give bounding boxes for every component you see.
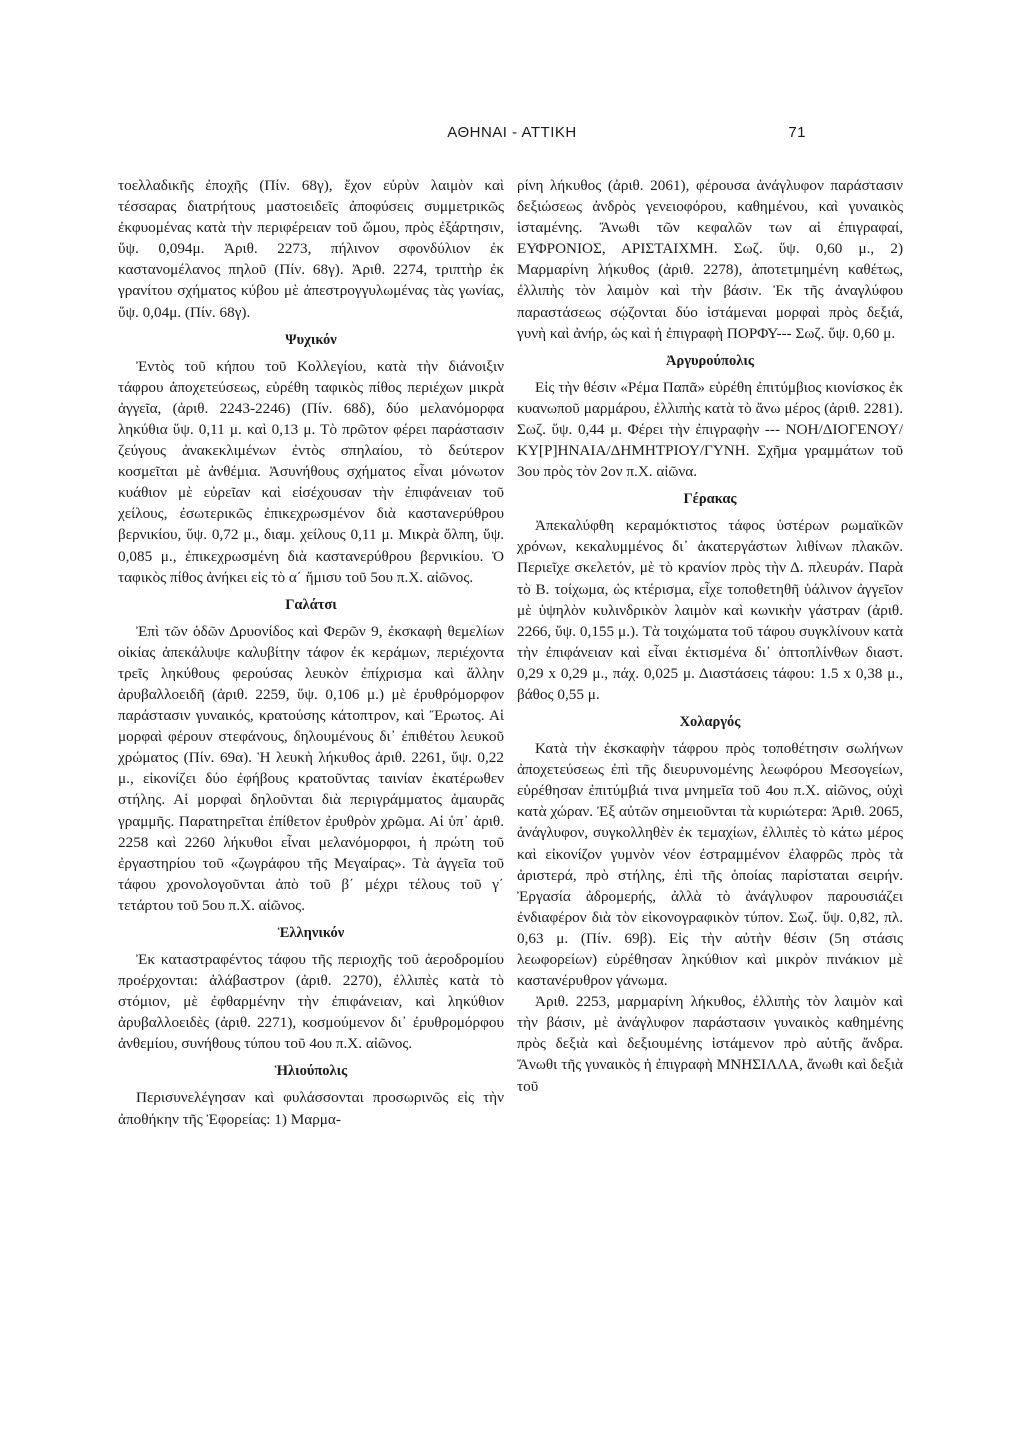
section-heading-elliniko: Ἑλληνικόν [277, 925, 345, 941]
paragraph-cholargos-1: Κατὰ τὴν ἐκσκαφὴν τάφρου πρὸς τοποθέτησιν σωλήνων ἀποχετεύσεως ἐπὶ τῆς διευρυνομένης λεωφόρου Μεσογείων, εὑρέθησαν ἐπιτύμβιά τινα μνημεῖα τοῦ 4ου π.Χ. αἰῶνος, οὐχὶ κατὰ χώραν. Ἐξ αὐτῶν σημειοῦνται τὰ κυριώτερα: Ἀριθ. 2065, ἀνάγλυφον, συγκολληθὲν ἐκ τεμαχίων, ἐλλιπὲς τὸ κάτω μέρος καὶ εἰκονίζον γυμνὸν νέον ἐστραμμένον ἐλαφρῶς πρὸς τὰ ἀριστερά, πρὸ στήλης, ἐπὶ τῆς ὁποίας παρίσταται σειρήν. Ἐργασία ἀδρομερής, ἀλλὰ τὸ ἀνάγλυφον παρουσιάζει ἐνδιαφέρον διὰ τὸν εἰκονογραφικὸν τύπον. Σωζ. ὕψ. 0,82, πλ. 0,63 μ. (Πίν. 69β). Εἰς τὴν αὐτὴν θέσιν (5η στάσις λεωφορείων) εὑρέθησαν ληκύθιον καὶ μικρὸν πινάκιον μὲ καστανέρυθρον γάνωμα. [517, 740, 903, 990]
left-column [118, 175, 504, 1130]
page-number: 71 [788, 124, 806, 141]
paragraph-cholargos-2: Ἀριθ. 2253, μαρμαρίνη λήκυθος, ἐλλιπὴς τὸν λαιμὸν καὶ τὴν βάσιν, μὲ ἀνάγλυφον παράστασιν γυναικὸς καθημένης πρὸς δεξιὰ καὶ δεξιουμένης ἱστάμενον πρὸ αὐτῆς ἄνδρα. Ἄνωθι τῆς γυναικὸς ἡ ἐπιγραφὴ ΜΝΗΣΙΛΛΑ, ἄνωθι καὶ δεξιὰ τοῦ [517, 993, 903, 1095]
paragraph-ilioupolis: Περισυνελέγησαν καὶ φυλάσσονται προσωρινῶς εἰς τὴν ἀποθήκην τῆς Ἐφορείας: 1) Μαρμα- [118, 1089, 504, 1128]
right-column [517, 175, 903, 1097]
paragraph-galatsi: Ἐπὶ τῶν ὁδῶν Δρυονίδος καὶ Φερῶν 9, ἐκσκαφὴ θεμελίων οἰκίας ἀπεκάλυψε καλυβίτην τάφον ἐκ κεράμων, περιέχοντα τρεῖς ληκύθους φερούσας λευκὸν ἐπίχρισμα καὶ ἄλλην ἀρυβαλλοειδῆ (ἀριθ. 2259, ὕψ. 0,106 μ.) μὲ ἐρυθρόμορφον παράστασιν γυναικός, κρατούσης κάτοπτρον, καὶ Ἔρωτος. Αἱ μορφαὶ φέρουν στεφάνους, δηλουμένους δι᾽ ἐπιθέτου λευκοῦ χρώματος (Πίν. 69α). Ἡ λευκὴ λήκυθος ἀριθ. 2261, ὕψ. 0,22 μ., εἰκονίζει δύο ἐφήβους κρατοῦντας ταινίαν ἑκατέρωθεν στήλης. Αἱ μορφαὶ δηλοῦνται διὰ περιγράμματος ἀμαυρᾶς γραμμῆς. Παρατηρεῖται ἐπίθετον ἐρυθρὸν χρῶμα. Αἱ ὑπ᾽ ἀριθ. 2258 καὶ 2260 λήκυθοι εἶναι μελανόμορφοι, ἡ πρώτη τοῦ ἐργαστηρίου τοῦ «ζωγράφου τῆς Μεγαίρας». Τὰ ἀγγεῖα τοῦ τάφου χρονολογοῦνται ἀπὸ τοῦ β΄ μέχρι τέλους τοῦ γ΄ τετάρτου τοῦ 5ου π.Χ. αἰῶνος. [118, 622, 504, 914]
section-heading-cholargos: Χολαργός [679, 714, 741, 731]
paragraph-gerakas: Ἀπεκαλύφθη κεραμόκτιστος τάφος ὑστέρων ρωμαϊκῶν χρόνων, κεκαλυμμένος δι᾽ ἀκατεργάστων λιθίνων πλακῶν. Περιεῖχε σκελετόν, μὲ τὸ κρανίον πρὸς τὴν Δ. πλευράν. Παρὰ τὸ Β. τοίχωμα, ὡς κτέρισμα, εἶχε τοποθετηθῆ ὑάλινον ἀγγεῖον μὲ ὑψηλὸν κυλινδρικὸν λαιμὸν καὶ κωνικὴν γάστραν (ἀριθ. 2266, ὕψ. 0,155 μ.). Τὰ τοιχώματα τοῦ τάφου συγκλίνουν κατὰ τὴν ἐπιφάνειαν καὶ εἶναι ἐκτισμένα δι᾽ ὀπτοπλίνθων διαστ. 0,29 x 0,29 μ., πάχ. 0,025 μ. Διαστάσεις τάφου: 1.5 x 0,38 μ., βάθος 0,55 μ. [517, 517, 903, 703]
paragraph-continued: τοελλαδικῆς ἐποχῆς (Πίν. 68γ), ἔχον εὐρὺν λαιμὸν καὶ τέσσαρας διατρήτους μαστοειδεῖς ἀποφύσεις συμμετρικῶς ἐκφυομένας κατὰ τὴν περιφέρειαν τοῦ ὤμου, πρὸς ἐξάρτησιν, ὕψ. 0,094μ. Ἀριθ. 2273, πήλινον σφονδύλιον ἐκ καστανομέλανος πηλοῦ (Πίν. 68γ). Ἀριθ. 2274, τριπτὴρ ἐκ γρανίτου σχήματος κύβου μὲ ἀπεστρογγυλωμένας τὰς γωνίας, ὕψ. 0,04μ. (Πίν. 68γ). [118, 177, 504, 321]
paragraph-psychiko: Ἐντὸς τοῦ κήπου τοῦ Κολλεγίου, κατὰ τὴν διάνοιξιν τάφρου ἀποχετεύσεως, εὑρέθη ταφικὸς πίθος περιέχων μικρὰ ἀγγεῖα, (ἀριθ. 2243-2246) (Πίν. 68δ), δύο μελανόμορφα ληκύθια ὕψ. 0,11 μ. καὶ 0,13 μ. Τὸ πρῶτον φέρει παράστασιν ζεύγους ἀνακεκλιμένων ἐντὸς σπηλαίου, τὸ δεύτερον κοσμεῖται μὲ ἀνθέμια. Ἀσυνήθους σχήματος εἶναι μόνωτον κυάθιον μὲ εὐρεῖαν καὶ εἰσέχουσαν τὴν ἐπιφάνειαν τοῦ χείλους, ἐσωτερικῶς ἐπικεχρωσμένον διὰ καστανερύθρου βερνικίου, ὕψ. 0,72 μ., διαμ. χείλους 0,11 μ. Μικρὰ ὄλπη, ὕψ. 0,085 μ., ἐπικεχρωσμένη διὰ καστανερύθρου βερνικίου. Ὁ ταφικὸς πίθος ἀνήκει εἰς τὸ α΄ ἥμισυ τοῦ 5ου π.Χ. αἰῶνος. [118, 357, 504, 586]
paragraph-elliniko: Ἐκ καταστραφέντος τάφου τῆς περιοχῆς τοῦ ἀεροδρομίου προέρχονται: ἀλάβαστρον (ἀριθ. 2270), ἐλλιπὲς κατὰ τὸ στόμιον, μὲ ἐφθαρμένην τὴν ἐπιφάνειαν, καὶ ληκύθιον ἀρυβαλλοειδὲς (ἀριθ. 2271), κοσμούμενον δι᾽ ἐρυθρομόρφου ἀνθεμίου, συνήθους τύπου τοῦ 4ου π.Χ. αἰῶνος. [118, 951, 504, 1053]
section-heading-psychiko: Ψυχικόν [285, 331, 337, 348]
running-title: ΑΘΗΝΑΙ - ΑΤΤΙΚΗ [447, 124, 577, 141]
section-heading-ilioupolis: Ἡλιούπολις [274, 1063, 348, 1080]
section-heading-galatsi: Γαλάτσι [285, 596, 337, 613]
section-heading-gerakas: Γέρακας [683, 491, 737, 508]
section-heading-argyroupolis: Ἀργυρούπολις [665, 352, 754, 369]
paragraph-continued-right: ρίνη λήκυθος (ἀριθ. 2061), φέρουσα ἀνάγλυφον παράστασιν δεξιώσεως ἀνδρὸς γενειοφόρου, καθημένου, καὶ γυναικὸς ἱσταμένης. Ἄνωθι τῶν κεφαλῶν των αἱ ἐπιγραφαί, ΕΥΦΡΟΝΙΟΣ, ΑΡΙΣΤΑΙΧΜΗ. Σωζ. ὕψ. 0,60 μ., 2) Μαρμαρίνη λήκυθος (ἀριθ. 2278), ἀποτετμημένη καθέτως, ἐλλιπὴς τὸν λαιμὸν καὶ τὴν βάσιν. Ἐκ τῆς ἀναγλύφου παραστάσεως σῴζονται δύο ἱστάμεναι μορφαὶ πρὸς δεξιά, γυνὴ καὶ ἀνήρ, ὡς καὶ ἡ ἐπιγραφὴ ΠΟΡΦΥ--- Σωζ. ὕψ. 0,60 μ. [517, 177, 903, 342]
paragraph-argyroupolis: Εἰς τὴν θέσιν «Ρέμα Παπᾶ» εὑρέθη ἐπιτύμβιος κιονίσκος ἐκ κυανωποῦ μαρμάρου, ἐλλιπὴς κατὰ τὸ ἄνω μέρος (ἀριθ. 2281). Σωζ. ὕψ. 0,44 μ. Φέρει τὴν ἐπιγραφὴν --- ΝΟΗ/ΔΙΟΓΕΝΟΥ/ΚΥ[Ρ]ΗΝΑΙΑ/ΔΗΜΗΤΡΙΟΥ/ΓΥΝΗ. Σχῆμα γραμμάτων τοῦ 3ου πρὸς τὸν 2ον π.Χ. αἰῶνα. [517, 378, 903, 481]
running-head [0, 124, 1024, 144]
